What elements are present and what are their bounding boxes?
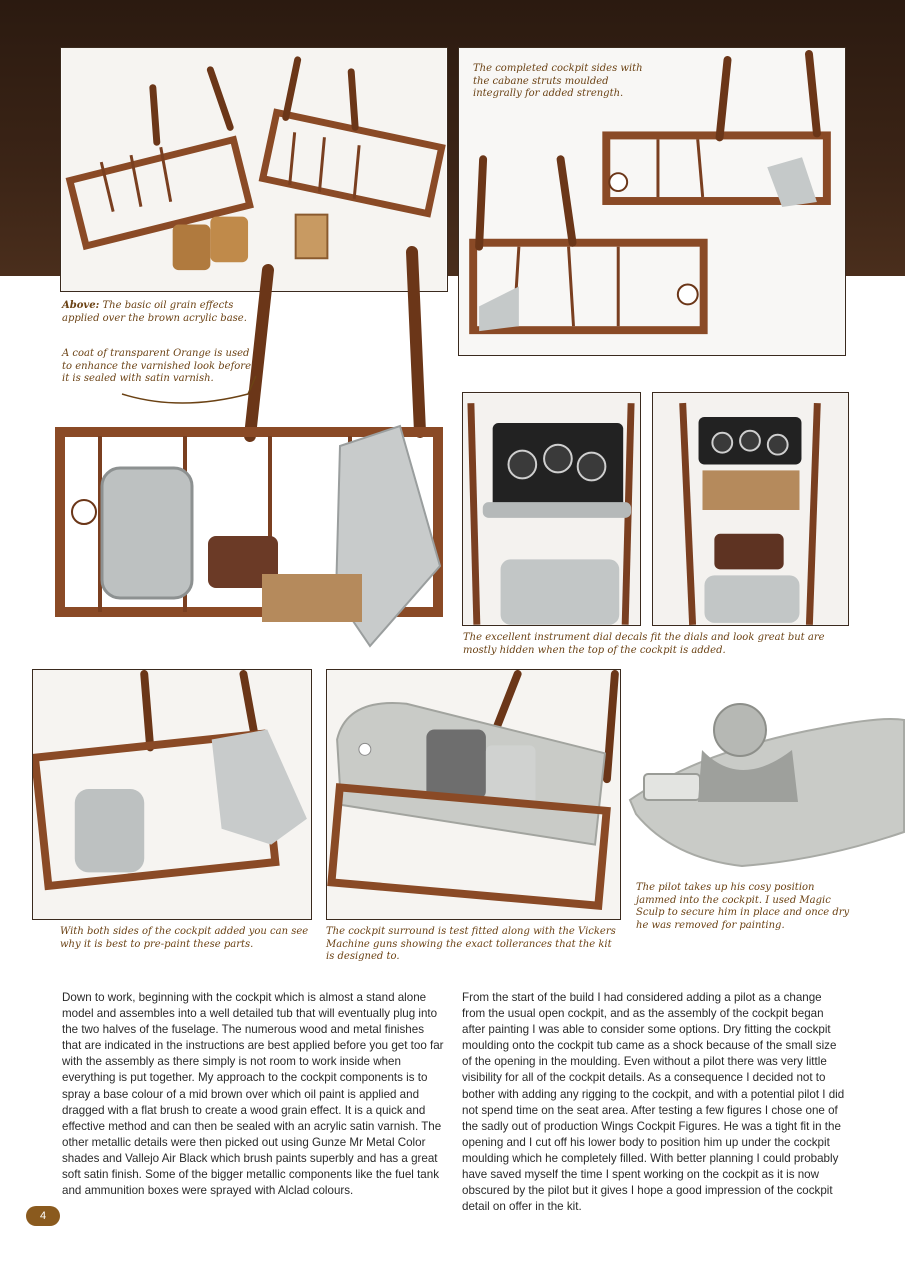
caption-pointer-line	[120, 372, 260, 412]
caption-both-sides: With both sides of the cockpit added you can see why it is best to pre-paint these parts.	[60, 926, 309, 950]
photo-cockpit-surround	[326, 669, 621, 920]
photo-cockpit-top-view	[652, 392, 849, 626]
body-column-right: From the start of the build I had considered adding a pilot as a change from the usual open cockpit, and as the assembly of the cockpit began after painting I was able to consider some options. Dry fitting the cockpit moulding onto the cockpit tub came as a shock because of the small size of the opening in the moulding. Even without a pilot there was very little visibility for all of the cockpit details. As a consequence I decided not to bother with adding any rigging to the cockpit, and with a potential pilot I did not spend time on the seat area. After testing a few figures I chose one of the sadly out of production Wings Cockpit Figures. He was a tight fit in the opening and I cut off his lower body to position him up under the cockpit moulding which he completely filled. With better planning I could probably have saved myself the time I spent working on the cockpit as it is now obscured by the pilot but it gives I hope a good impression of the cockpit detail on offer in the kit.	[462, 991, 845, 1214]
body-column-left: Down to work, beginning with the cockpit which is almost a stand alone model and assembles into a well detailed tub that will eventually plug into the two halves of the fuselage. The numerous wood and metal finishes that are indicated in the instructions are best applied before you get too far with the assembly as there simply is not room to work inside when everything is put together. My approach to the cockpit components is to spray a base colour of a mid brown over which oil paint is applied and dragged with a flat brush to create a wood grain effect. It is a quick and effective method and can then be sealed with an acrylic satin varnish. The other metallic details were then picked out using Gunze Mr Metal Color shades and Vallejo Air Black which brush paints superbly and has a great soft satin finish. Some of the bigger metallic components like the fuel tank and ammunition boxes were sprayed with Alclad colours.	[62, 991, 444, 1198]
photo-instrument-panel	[462, 392, 641, 626]
caption-completed-sides: The completed cockpit sides with the cabane struts moulded integrally for added strength.	[473, 63, 643, 99]
caption-above-label: Above:	[62, 300, 100, 311]
page-number-badge: 4	[26, 1206, 60, 1226]
caption-instrument-decals: The excellent instrument dial decals fit the dials and look great but are mostly hidden when the top of the cockpit is added.	[463, 632, 825, 656]
caption-pilot: The pilot takes up his cosy position jammed into the cockpit. I used Magic Sculp to secure him in place and once dry he was removed for painting.	[636, 882, 850, 931]
caption-surround: The cockpit surround is test fitted along with the Vickers Machine guns showing the exact tollerances that the kit is designed to.	[326, 926, 616, 962]
photo-both-sides-added	[32, 669, 312, 920]
caption-oil-grain	[62, 300, 262, 325]
caption-above-text: The basic oil grain effects applied over the brown acrylic base.	[62, 300, 247, 324]
caption-transparent-orange: A coat of transparent Orange is used to enhance the varnished look before it is sealed with satin varnish.	[62, 348, 251, 384]
